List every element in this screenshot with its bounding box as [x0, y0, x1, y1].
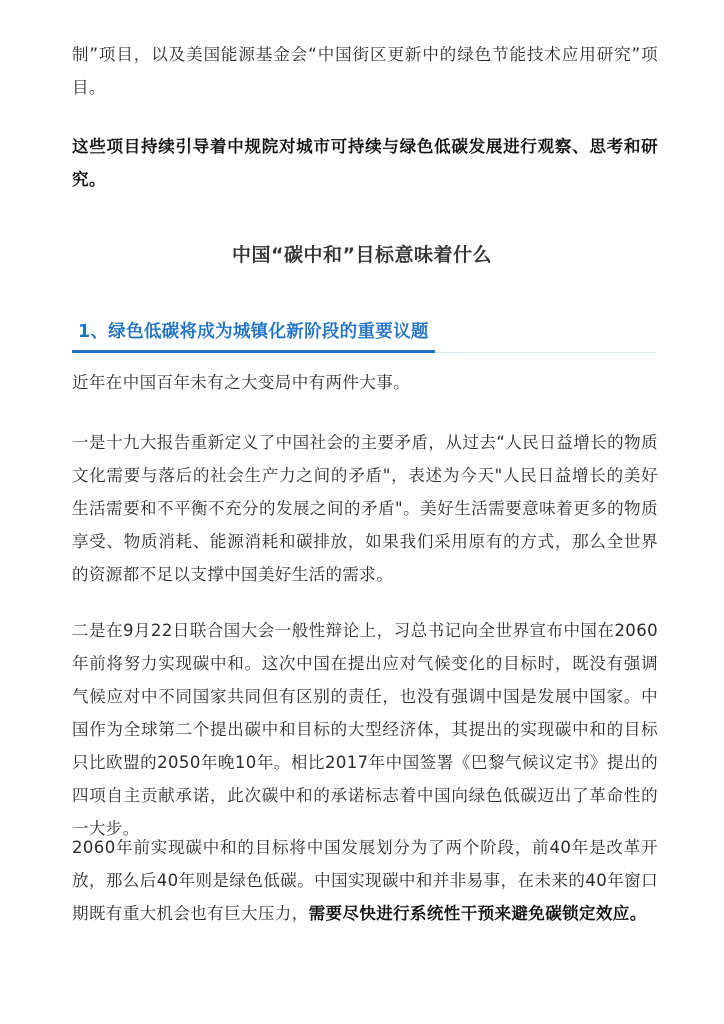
main-title: 中国“碳中和”目标意味着什么	[232, 244, 492, 266]
paragraph-two-events: 近年在中国百年未有之大变局中有两件大事。	[72, 373, 410, 392]
intro-tail-paragraph: 制”项目，以及美国能源基金会“中国街区更新中的绿色节能技术应用研究”项目。	[72, 45, 658, 97]
paragraph-two-stages-emphasis: 需要尽快进行系统性干预来避免碳锁定效应。	[308, 904, 647, 923]
paragraph-second-event: 二是在9月22日联合国大会一般性辩论上，习总书记向全世界宣布中国在2060年前将努力实现碳中和。这次中国在提出应对气候变化的目标时，既没有强调气候应对中不同国家共同但有区别的责任，也没有强调中国是发展中国家。中国作为全球第二个提出碳中和目标的大型经济体，其提出的实现碳中和的目标只比欧盟的2050年晚10年。相比2017年中国签署《巴黎气候议定书》提出的四项自主贡献承诺，此次碳中和的承诺标志着中国向绿色低碳迈出了革命性的一大步。	[72, 621, 658, 838]
paragraph-first-event: 一是十九大报告重新定义了中国社会的主要矛盾，从过去“人民日益增长的物质文化需要与落后的社会生产力之间的矛盾"，表述为今天"人民日益增长的美好生活需要和不平衡不充分的发展之间的矛盾"。美好生活需要意味着更多的物质享受、物质消耗、能源消耗和碳排放，如果我们采用原有的方式，那么全世界的资源都不足以支撑中国美好生活的需求。	[72, 433, 658, 584]
paragraph-two-stages	[72, 831, 658, 930]
section-heading: 1、绿色低碳将成为城镇化新阶段的重要议题	[72, 316, 435, 353]
section-heading-bar	[72, 316, 656, 353]
paragraph-two-stages-text: 2060年前实现碳中和的目标将中国发展划分为了两个阶段，前40年是改革开放，那么后40年则是绿色低碳。中国实现碳中和并非易事，在未来的40年窗口期既有重大机会也有巨大压力，	[72, 838, 658, 923]
bold-statement: 这些项目持续引导着中规院对城市可持续与绿色低碳发展进行观察、思考和研究。	[72, 137, 658, 189]
